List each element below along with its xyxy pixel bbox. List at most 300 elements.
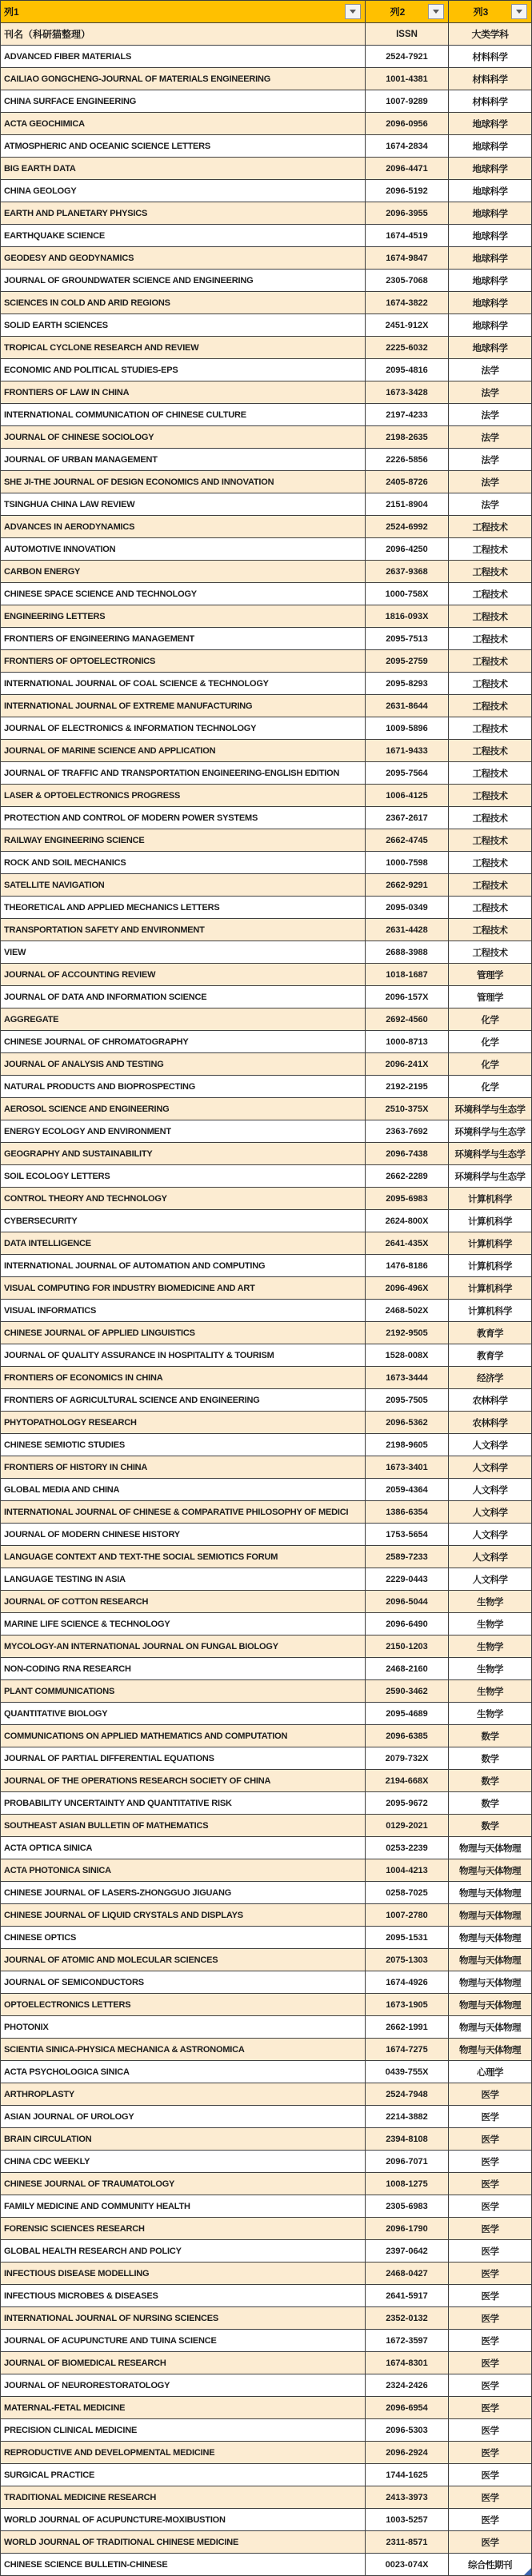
journal-name-cell[interactable]: CHINESE JOURNAL OF CHROMATOGRAPHY: [1, 1031, 366, 1053]
issn-cell[interactable]: 2468-502X: [366, 1300, 449, 1322]
category-cell[interactable]: 地球科学: [449, 247, 532, 270]
category-cell[interactable]: 物理与天体物理: [449, 1904, 532, 1927]
issn-cell[interactable]: 2096-1790: [366, 2218, 449, 2240]
journal-name-cell[interactable]: PHYTOPATHOLOGY RESEARCH: [1, 1412, 366, 1434]
issn-cell[interactable]: 2198-2635: [366, 426, 449, 449]
category-cell[interactable]: 法学: [449, 471, 532, 493]
issn-cell[interactable]: 1674-8301: [366, 2352, 449, 2374]
journal-name-cell[interactable]: GLOBAL MEDIA AND CHINA: [1, 1479, 366, 1501]
journal-name-cell[interactable]: AUTOMOTIVE INNOVATION: [1, 538, 366, 561]
journal-name-cell[interactable]: MATERNAL-FETAL MEDICINE: [1, 2397, 366, 2419]
journal-name-cell[interactable]: CHINESE SEMIOTIC STUDIES: [1, 1434, 366, 1456]
category-cell[interactable]: 物理与天体物理: [449, 1971, 532, 1994]
journal-name-cell[interactable]: JOURNAL OF DATA AND INFORMATION SCIENCE: [1, 986, 366, 1008]
issn-cell[interactable]: 2095-4689: [366, 1703, 449, 1725]
journal-name-cell[interactable]: CONTROL THEORY AND TECHNOLOGY: [1, 1188, 366, 1210]
category-cell[interactable]: 医学: [449, 2083, 532, 2106]
category-cell[interactable]: 地球科学: [449, 135, 532, 158]
issn-cell[interactable]: 1674-9847: [366, 247, 449, 270]
journal-name-cell[interactable]: SCIENTIA SINICA-PHYSICA MECHANICA & ASTRONOMICA: [1, 2039, 366, 2061]
category-cell[interactable]: 医学: [449, 2374, 532, 2397]
category-cell[interactable]: 医学: [449, 2531, 532, 2554]
journal-name-cell[interactable]: EARTH AND PLANETARY PHYSICS: [1, 202, 366, 225]
issn-cell[interactable]: 2394-8108: [366, 2128, 449, 2151]
journal-name-cell[interactable]: INFECTIOUS MICROBES & DISEASES: [1, 2285, 366, 2307]
journal-name-cell[interactable]: ENGINEERING LETTERS: [1, 605, 366, 628]
journal-name-cell[interactable]: JOURNAL OF ELECTRONICS & INFORMATION TECHNOLOGY: [1, 717, 366, 740]
journal-name-cell[interactable]: ARTHROPLASTY: [1, 2083, 366, 2106]
category-cell[interactable]: 工程技术: [449, 695, 532, 717]
issn-cell[interactable]: 2096-6954: [366, 2397, 449, 2419]
issn-cell[interactable]: 2095-7513: [366, 628, 449, 650]
journal-name-cell[interactable]: PRECISION CLINICAL MEDICINE: [1, 2419, 366, 2442]
issn-cell[interactable]: 2305-7068: [366, 270, 449, 292]
category-cell[interactable]: 人文科学: [449, 1568, 532, 1591]
journal-name-cell[interactable]: MYCOLOGY-AN INTERNATIONAL JOURNAL ON FUNGAL BIOLOGY: [1, 1635, 366, 1658]
issn-cell[interactable]: 1674-7275: [366, 2039, 449, 2061]
issn-cell[interactable]: 2631-4428: [366, 919, 449, 941]
category-cell[interactable]: 生物学: [449, 1635, 532, 1658]
journal-name-cell[interactable]: ACTA GEOCHIMICA: [1, 113, 366, 135]
category-cell[interactable]: 数学: [449, 1815, 532, 1837]
issn-cell[interactable]: 2397-0642: [366, 2240, 449, 2262]
journal-name-cell[interactable]: WORLD JOURNAL OF ACUPUNCTURE-MOXIBUSTION: [1, 2509, 366, 2531]
category-cell[interactable]: 工程技术: [449, 650, 532, 673]
issn-cell[interactable]: 2641-5917: [366, 2285, 449, 2307]
journal-name-cell[interactable]: FRONTIERS OF HISTORY IN CHINA: [1, 1456, 366, 1479]
category-cell[interactable]: 医学: [449, 2240, 532, 2262]
issn-cell[interactable]: 2096-7071: [366, 2151, 449, 2173]
category-cell[interactable]: 地球科学: [449, 180, 532, 202]
category-cell[interactable]: 材料科学: [449, 68, 532, 90]
journal-name-cell[interactable]: FRONTIERS OF OPTOELECTRONICS: [1, 650, 366, 673]
category-cell[interactable]: 法学: [449, 426, 532, 449]
category-cell[interactable]: 工程技术: [449, 583, 532, 605]
journal-name-cell[interactable]: VIEW: [1, 941, 366, 964]
journal-name-cell[interactable]: LASER & OPTOELECTRONICS PROGRESS: [1, 785, 366, 807]
issn-cell[interactable]: 2590-3462: [366, 1680, 449, 1703]
category-cell[interactable]: 物理与天体物理: [449, 1859, 532, 1882]
journal-name-cell[interactable]: LANGUAGE TESTING IN ASIA: [1, 1568, 366, 1591]
issn-cell[interactable]: 1476-8186: [366, 1255, 449, 1277]
category-cell[interactable]: 地球科学: [449, 158, 532, 180]
category-cell[interactable]: 地球科学: [449, 225, 532, 247]
category-cell[interactable]: 工程技术: [449, 628, 532, 650]
category-cell[interactable]: 医学: [449, 2397, 532, 2419]
category-cell[interactable]: 环境科学与生态学: [449, 1143, 532, 1165]
category-cell[interactable]: 教育学: [449, 1322, 532, 1344]
journal-name-cell[interactable]: COMMUNICATIONS ON APPLIED MATHEMATICS AND COMPUTATION: [1, 1725, 366, 1747]
issn-cell[interactable]: 2096-5192: [366, 180, 449, 202]
category-cell[interactable]: 工程技术: [449, 941, 532, 964]
category-cell[interactable]: 材料科学: [449, 90, 532, 113]
issn-cell[interactable]: 2524-7948: [366, 2083, 449, 2106]
issn-cell[interactable]: 2151-8904: [366, 493, 449, 516]
journal-name-cell[interactable]: JOURNAL OF NEURORESTORATOLOGY: [1, 2374, 366, 2397]
journal-name-cell[interactable]: BIG EARTH DATA: [1, 158, 366, 180]
journal-name-cell[interactable]: CHINESE JOURNAL OF APPLIED LINGUISTICS: [1, 1322, 366, 1344]
journal-name-cell[interactable]: WORLD JOURNAL OF TRADITIONAL CHINESE MEDICINE: [1, 2531, 366, 2554]
journal-name-cell[interactable]: JOURNAL OF BIOMEDICAL RESEARCH: [1, 2352, 366, 2374]
category-cell[interactable]: 物理与天体物理: [449, 1927, 532, 1949]
issn-cell[interactable]: 2631-8644: [366, 695, 449, 717]
journal-name-cell[interactable]: SHE JI-THE JOURNAL OF DESIGN ECONOMICS AND INNOVATION: [1, 471, 366, 493]
journal-name-cell[interactable]: JOURNAL OF COTTON RESEARCH: [1, 1591, 366, 1613]
category-cell[interactable]: 医学: [449, 2330, 532, 2352]
issn-cell[interactable]: 0439-755X: [366, 2061, 449, 2083]
category-cell[interactable]: 计算机科学: [449, 1255, 532, 1277]
subheader-category[interactable]: 大类学科: [449, 23, 532, 46]
journal-name-cell[interactable]: CARBON ENERGY: [1, 561, 366, 583]
journal-name-cell[interactable]: THEORETICAL AND APPLIED MECHANICS LETTERS: [1, 897, 366, 919]
journal-name-cell[interactable]: INTERNATIONAL COMMUNICATION OF CHINESE CULTURE: [1, 404, 366, 426]
category-cell[interactable]: 医学: [449, 2262, 532, 2285]
issn-cell[interactable]: 2095-4816: [366, 359, 449, 381]
category-cell[interactable]: 化学: [449, 1076, 532, 1098]
issn-cell[interactable]: 1000-8713: [366, 1031, 449, 1053]
issn-cell[interactable]: 2096-2924: [366, 2442, 449, 2464]
category-cell[interactable]: 工程技术: [449, 516, 532, 538]
journal-name-cell[interactable]: PROTECTION AND CONTROL OF MODERN POWER SYSTEMS: [1, 807, 366, 829]
category-cell[interactable]: 人文科学: [449, 1501, 532, 1524]
journal-name-cell[interactable]: INTERNATIONAL JOURNAL OF COAL SCIENCE & TECHNOLOGY: [1, 673, 366, 695]
category-cell[interactable]: 工程技术: [449, 785, 532, 807]
issn-cell[interactable]: 2363-7692: [366, 1120, 449, 1143]
journal-name-cell[interactable]: CHINESE JOURNAL OF LIQUID CRYSTALS AND DISPLAYS: [1, 1904, 366, 1927]
category-cell[interactable]: 医学: [449, 2352, 532, 2374]
journal-name-cell[interactable]: TRANSPORTATION SAFETY AND ENVIRONMENT: [1, 919, 366, 941]
category-cell[interactable]: 工程技术: [449, 762, 532, 785]
category-cell[interactable]: 化学: [449, 1031, 532, 1053]
category-cell[interactable]: 物理与天体物理: [449, 2016, 532, 2039]
journal-name-cell[interactable]: JOURNAL OF ANALYSIS AND TESTING: [1, 1053, 366, 1076]
category-cell[interactable]: 地球科学: [449, 113, 532, 135]
issn-cell[interactable]: 2096-4250: [366, 538, 449, 561]
journal-name-cell[interactable]: PLANT COMMUNICATIONS: [1, 1680, 366, 1703]
category-cell[interactable]: 管理学: [449, 986, 532, 1008]
journal-name-cell[interactable]: CHINA CDC WEEKLY: [1, 2151, 366, 2173]
category-cell[interactable]: 地球科学: [449, 314, 532, 337]
journal-name-cell[interactable]: JOURNAL OF URBAN MANAGEMENT: [1, 449, 366, 471]
issn-cell[interactable]: 1744-1625: [366, 2464, 449, 2486]
journal-name-cell[interactable]: JOURNAL OF MODERN CHINESE HISTORY: [1, 1524, 366, 1546]
issn-cell[interactable]: 2662-2289: [366, 1165, 449, 1188]
issn-cell[interactable]: 2150-1203: [366, 1635, 449, 1658]
issn-cell[interactable]: 1007-2780: [366, 1904, 449, 1927]
journal-name-cell[interactable]: SCIENCES IN COLD AND ARID REGIONS: [1, 292, 366, 314]
category-cell[interactable]: 医学: [449, 2486, 532, 2509]
journal-name-cell[interactable]: SOIL ECOLOGY LETTERS: [1, 1165, 366, 1188]
category-cell[interactable]: 计算机科学: [449, 1232, 532, 1255]
journal-name-cell[interactable]: QUANTITATIVE BIOLOGY: [1, 1703, 366, 1725]
issn-cell[interactable]: 2451-912X: [366, 314, 449, 337]
category-cell[interactable]: 人文科学: [449, 1546, 532, 1568]
journal-name-cell[interactable]: RAILWAY ENGINEERING SCIENCE: [1, 829, 366, 852]
category-cell[interactable]: 物理与天体物理: [449, 1949, 532, 1971]
journal-name-cell[interactable]: GLOBAL HEALTH RESEARCH AND POLICY: [1, 2240, 366, 2262]
journal-name-cell[interactable]: TROPICAL CYCLONE RESEARCH AND REVIEW: [1, 337, 366, 359]
issn-cell[interactable]: 1007-9289: [366, 90, 449, 113]
journal-name-cell[interactable]: ATMOSPHERIC AND OCEANIC SCIENCE LETTERS: [1, 135, 366, 158]
category-cell[interactable]: 法学: [449, 449, 532, 471]
category-cell[interactable]: 医学: [449, 2151, 532, 2173]
category-cell[interactable]: 教育学: [449, 1344, 532, 1367]
issn-cell[interactable]: 2096-6385: [366, 1725, 449, 1747]
journal-name-cell[interactable]: DATA INTELLIGENCE: [1, 1232, 366, 1255]
journal-name-cell[interactable]: CHINESE JOURNAL OF LASERS-ZHONGGUO JIGUANG: [1, 1882, 366, 1904]
issn-cell[interactable]: 2095-7505: [366, 1389, 449, 1412]
journal-name-cell[interactable]: ENERGY ECOLOGY AND ENVIRONMENT: [1, 1120, 366, 1143]
category-cell[interactable]: 农林科学: [449, 1412, 532, 1434]
category-cell[interactable]: 医学: [449, 2442, 532, 2464]
issn-cell[interactable]: 2405-8726: [366, 471, 449, 493]
issn-cell[interactable]: 2311-8571: [366, 2531, 449, 2554]
issn-cell[interactable]: 1004-4213: [366, 1859, 449, 1882]
category-cell[interactable]: 环境科学与生态学: [449, 1098, 532, 1120]
issn-cell[interactable]: 1673-3428: [366, 381, 449, 404]
column-header-col3[interactable]: [449, 1, 532, 23]
category-cell[interactable]: 生物学: [449, 1591, 532, 1613]
issn-cell[interactable]: 2096-0956: [366, 113, 449, 135]
journal-name-cell[interactable]: CAILIAO GONGCHENG-JOURNAL OF MATERIALS ENGINEERING: [1, 68, 366, 90]
category-cell[interactable]: 计算机科学: [449, 1210, 532, 1232]
issn-cell[interactable]: 2226-5856: [366, 449, 449, 471]
journal-name-cell[interactable]: ECONOMIC AND POLITICAL STUDIES-EPS: [1, 359, 366, 381]
category-cell[interactable]: 医学: [449, 2509, 532, 2531]
issn-cell[interactable]: 2214-3882: [366, 2106, 449, 2128]
category-cell[interactable]: 化学: [449, 1053, 532, 1076]
journal-name-cell[interactable]: OPTOELECTRONICS LETTERS: [1, 1994, 366, 2016]
journal-name-cell[interactable]: JOURNAL OF CHINESE SOCIOLOGY: [1, 426, 366, 449]
journal-name-cell[interactable]: EARTHQUAKE SCIENCE: [1, 225, 366, 247]
category-cell[interactable]: 医学: [449, 2218, 532, 2240]
issn-cell[interactable]: 1006-4125: [366, 785, 449, 807]
issn-cell[interactable]: 2692-4560: [366, 1008, 449, 1031]
journal-name-cell[interactable]: JOURNAL OF MARINE SCIENCE AND APPLICATION: [1, 740, 366, 762]
journal-name-cell[interactable]: CHINESE OPTICS: [1, 1927, 366, 1949]
category-cell[interactable]: 工程技术: [449, 852, 532, 874]
journal-name-cell[interactable]: INTERNATIONAL JOURNAL OF AUTOMATION AND COMPUTING: [1, 1255, 366, 1277]
category-cell[interactable]: 地球科学: [449, 337, 532, 359]
category-cell[interactable]: 计算机科学: [449, 1188, 532, 1210]
issn-cell[interactable]: 0129-2021: [366, 1815, 449, 1837]
category-cell[interactable]: 数学: [449, 1725, 532, 1747]
issn-cell[interactable]: 1008-1275: [366, 2173, 449, 2195]
issn-cell[interactable]: 1000-7598: [366, 852, 449, 874]
issn-cell[interactable]: 2662-9291: [366, 874, 449, 897]
issn-cell[interactable]: 2096-157X: [366, 986, 449, 1008]
issn-cell[interactable]: 2095-6983: [366, 1188, 449, 1210]
journal-name-cell[interactable]: ACTA PHOTONICA SINICA: [1, 1859, 366, 1882]
issn-cell[interactable]: 2225-6032: [366, 337, 449, 359]
category-cell[interactable]: 经济学: [449, 1367, 532, 1389]
issn-cell[interactable]: 2524-6992: [366, 516, 449, 538]
issn-cell[interactable]: 2096-6490: [366, 1613, 449, 1635]
journal-name-cell[interactable]: FRONTIERS OF ENGINEERING MANAGEMENT: [1, 628, 366, 650]
journal-name-cell[interactable]: CHINA GEOLOGY: [1, 180, 366, 202]
journal-name-cell[interactable]: CYBERSECURITY: [1, 1210, 366, 1232]
journal-name-cell[interactable]: NON-CODING RNA RESEARCH: [1, 1658, 366, 1680]
journal-name-cell[interactable]: INFECTIOUS DISEASE MODELLING: [1, 2262, 366, 2285]
category-cell[interactable]: 工程技术: [449, 538, 532, 561]
category-cell[interactable]: 工程技术: [449, 605, 532, 628]
issn-cell[interactable]: 1009-5896: [366, 717, 449, 740]
issn-cell[interactable]: 2096-5044: [366, 1591, 449, 1613]
journal-name-cell[interactable]: JOURNAL OF QUALITY ASSURANCE IN HOSPITALITY & TOURISM: [1, 1344, 366, 1367]
issn-cell[interactable]: 2096-5303: [366, 2419, 449, 2442]
issn-cell[interactable]: 2096-3955: [366, 202, 449, 225]
category-cell[interactable]: 工程技术: [449, 807, 532, 829]
issn-cell[interactable]: 2198-9605: [366, 1434, 449, 1456]
category-cell[interactable]: 材料科学: [449, 46, 532, 68]
journal-name-cell[interactable]: BRAIN CIRCULATION: [1, 2128, 366, 2151]
issn-cell[interactable]: 2637-9368: [366, 561, 449, 583]
issn-cell[interactable]: 1528-008X: [366, 1344, 449, 1367]
journal-name-cell[interactable]: ACTA PSYCHOLOGICA SINICA: [1, 2061, 366, 2083]
journal-name-cell[interactable]: CHINESE SPACE SCIENCE AND TECHNOLOGY: [1, 583, 366, 605]
issn-cell[interactable]: 2192-2195: [366, 1076, 449, 1098]
issn-cell[interactable]: 2059-4364: [366, 1479, 449, 1501]
journal-name-cell[interactable]: SATELLITE NAVIGATION: [1, 874, 366, 897]
issn-cell[interactable]: 2194-668X: [366, 1770, 449, 1792]
journal-name-cell[interactable]: NATURAL PRODUCTS AND BIOPROSPECTING: [1, 1076, 366, 1098]
issn-cell[interactable]: 2095-7564: [366, 762, 449, 785]
category-cell[interactable]: 化学: [449, 1008, 532, 1031]
issn-cell[interactable]: 2510-375X: [366, 1098, 449, 1120]
issn-cell[interactable]: 2079-732X: [366, 1747, 449, 1770]
issn-cell[interactable]: 2192-9505: [366, 1322, 449, 1344]
issn-cell[interactable]: 1001-4381: [366, 68, 449, 90]
category-cell[interactable]: 法学: [449, 381, 532, 404]
issn-cell[interactable]: 2095-9672: [366, 1792, 449, 1815]
table-corner-resize-handle[interactable]: [524, 2568, 531, 2575]
category-cell[interactable]: 医学: [449, 2128, 532, 2151]
category-cell[interactable]: 医学: [449, 2464, 532, 2486]
category-cell[interactable]: 工程技术: [449, 561, 532, 583]
category-cell[interactable]: 法学: [449, 404, 532, 426]
journal-name-cell[interactable]: INTERNATIONAL JOURNAL OF CHINESE & COMPARATIVE PHILOSOPHY OF MEDICI: [1, 1501, 366, 1524]
category-cell[interactable]: 医学: [449, 2307, 532, 2330]
journal-name-cell[interactable]: JOURNAL OF TRAFFIC AND TRANSPORTATION ENGINEERING-ENGLISH EDITION: [1, 762, 366, 785]
issn-cell[interactable]: 2468-0427: [366, 2262, 449, 2285]
issn-cell[interactable]: 2662-1991: [366, 2016, 449, 2039]
issn-cell[interactable]: 2413-3973: [366, 2486, 449, 2509]
issn-cell[interactable]: 1003-5257: [366, 2509, 449, 2531]
category-cell[interactable]: 生物学: [449, 1680, 532, 1703]
subheader-issn[interactable]: ISSN: [366, 23, 449, 46]
category-cell[interactable]: 法学: [449, 493, 532, 516]
issn-cell[interactable]: 2324-2426: [366, 2374, 449, 2397]
journal-name-cell[interactable]: CHINESE JOURNAL OF TRAUMATOLOGY: [1, 2173, 366, 2195]
journal-name-cell[interactable]: JOURNAL OF PARTIAL DIFFERENTIAL EQUATIONS: [1, 1747, 366, 1770]
journal-name-cell[interactable]: JOURNAL OF ATOMIC AND MOLECULAR SCIENCES: [1, 1949, 366, 1971]
filter-dropdown-button-col3[interactable]: [511, 4, 527, 19]
journal-name-cell[interactable]: ASIAN JOURNAL OF UROLOGY: [1, 2106, 366, 2128]
category-cell[interactable]: 工程技术: [449, 829, 532, 852]
issn-cell[interactable]: 1018-1687: [366, 964, 449, 986]
journal-name-cell[interactable]: CHINESE SCIENCE BULLETIN-CHINESE: [1, 2554, 366, 2576]
issn-cell[interactable]: 2075-1303: [366, 1949, 449, 1971]
category-cell[interactable]: 计算机科学: [449, 1277, 532, 1300]
category-cell[interactable]: 生物学: [449, 1613, 532, 1635]
issn-cell[interactable]: 2095-2759: [366, 650, 449, 673]
journal-name-cell[interactable]: LANGUAGE CONTEXT AND TEXT-THE SOCIAL SEMIOTICS FORUM: [1, 1546, 366, 1568]
journal-name-cell[interactable]: ROCK AND SOIL MECHANICS: [1, 852, 366, 874]
category-cell[interactable]: 医学: [449, 2419, 532, 2442]
issn-cell[interactable]: 1386-6354: [366, 1501, 449, 1524]
journal-name-cell[interactable]: GEOGRAPHY AND SUSTAINABILITY: [1, 1143, 366, 1165]
issn-cell[interactable]: 2096-7438: [366, 1143, 449, 1165]
category-cell[interactable]: 工程技术: [449, 919, 532, 941]
journal-name-cell[interactable]: FRONTIERS OF AGRICULTURAL SCIENCE AND ENGINEERING: [1, 1389, 366, 1412]
issn-cell[interactable]: 2095-1531: [366, 1927, 449, 1949]
issn-cell[interactable]: 2688-3988: [366, 941, 449, 964]
issn-cell[interactable]: 2524-7921: [366, 46, 449, 68]
journal-name-cell[interactable]: ADVANCES IN AERODYNAMICS: [1, 516, 366, 538]
issn-cell[interactable]: 0258-7025: [366, 1882, 449, 1904]
category-cell[interactable]: 工程技术: [449, 740, 532, 762]
issn-cell[interactable]: 2352-0132: [366, 2307, 449, 2330]
journal-name-cell[interactable]: JOURNAL OF ACUPUNCTURE AND TUINA SCIENCE: [1, 2330, 366, 2352]
category-cell[interactable]: 人文科学: [449, 1434, 532, 1456]
journal-name-cell[interactable]: CHINA SURFACE ENGINEERING: [1, 90, 366, 113]
category-cell[interactable]: 环境科学与生态学: [449, 1120, 532, 1143]
category-cell[interactable]: 工程技术: [449, 717, 532, 740]
issn-cell[interactable]: 2589-7233: [366, 1546, 449, 1568]
category-cell[interactable]: 医学: [449, 2173, 532, 2195]
journal-name-cell[interactable]: FORENSIC SCIENCES RESEARCH: [1, 2218, 366, 2240]
issn-cell[interactable]: 2624-800X: [366, 1210, 449, 1232]
category-cell[interactable]: 数学: [449, 1747, 532, 1770]
issn-cell[interactable]: 1674-2834: [366, 135, 449, 158]
journal-name-cell[interactable]: JOURNAL OF GROUNDWATER SCIENCE AND ENGINEERING: [1, 270, 366, 292]
journal-name-cell[interactable]: TRADITIONAL MEDICINE RESEARCH: [1, 2486, 366, 2509]
issn-cell[interactable]: 2367-2617: [366, 807, 449, 829]
issn-cell[interactable]: 1674-4519: [366, 225, 449, 247]
issn-cell[interactable]: 1816-093X: [366, 605, 449, 628]
category-cell[interactable]: 工程技术: [449, 897, 532, 919]
issn-cell[interactable]: 2641-435X: [366, 1232, 449, 1255]
category-cell[interactable]: 物理与天体物理: [449, 1837, 532, 1859]
issn-cell[interactable]: 0253-2239: [366, 1837, 449, 1859]
journal-name-cell[interactable]: ADVANCED FIBER MATERIALS: [1, 46, 366, 68]
journal-name-cell[interactable]: SOLID EARTH SCIENCES: [1, 314, 366, 337]
issn-cell[interactable]: 1674-3822: [366, 292, 449, 314]
issn-cell[interactable]: 1673-3444: [366, 1367, 449, 1389]
journal-name-cell[interactable]: JOURNAL OF SEMICONDUCTORS: [1, 1971, 366, 1994]
journal-name-cell[interactable]: JOURNAL OF ACCOUNTING REVIEW: [1, 964, 366, 986]
journal-name-cell[interactable]: PHOTONIX: [1, 2016, 366, 2039]
issn-cell[interactable]: 2095-0349: [366, 897, 449, 919]
category-cell[interactable]: 地球科学: [449, 202, 532, 225]
category-cell[interactable]: 工程技术: [449, 874, 532, 897]
journal-name-cell[interactable]: SURGICAL PRACTICE: [1, 2464, 366, 2486]
journal-name-cell[interactable]: AEROSOL SCIENCE AND ENGINEERING: [1, 1098, 366, 1120]
category-cell[interactable]: 人文科学: [449, 1524, 532, 1546]
category-cell[interactable]: 管理学: [449, 964, 532, 986]
issn-cell[interactable]: 2095-8293: [366, 673, 449, 695]
subheader-journal-title[interactable]: 刊名（科研猫整理）: [1, 23, 366, 46]
category-cell[interactable]: 医学: [449, 2285, 532, 2307]
issn-cell[interactable]: 1753-5654: [366, 1524, 449, 1546]
journal-name-cell[interactable]: INTERNATIONAL JOURNAL OF NURSING SCIENCES: [1, 2307, 366, 2330]
category-cell[interactable]: 物理与天体物理: [449, 2039, 532, 2061]
journal-name-cell[interactable]: PROBABILITY UNCERTAINTY AND QUANTITATIVE RISK: [1, 1792, 366, 1815]
category-cell[interactable]: 医学: [449, 2106, 532, 2128]
journal-name-cell[interactable]: FRONTIERS OF ECONOMICS IN CHINA: [1, 1367, 366, 1389]
category-cell[interactable]: 地球科学: [449, 292, 532, 314]
issn-cell[interactable]: 1672-3597: [366, 2330, 449, 2352]
